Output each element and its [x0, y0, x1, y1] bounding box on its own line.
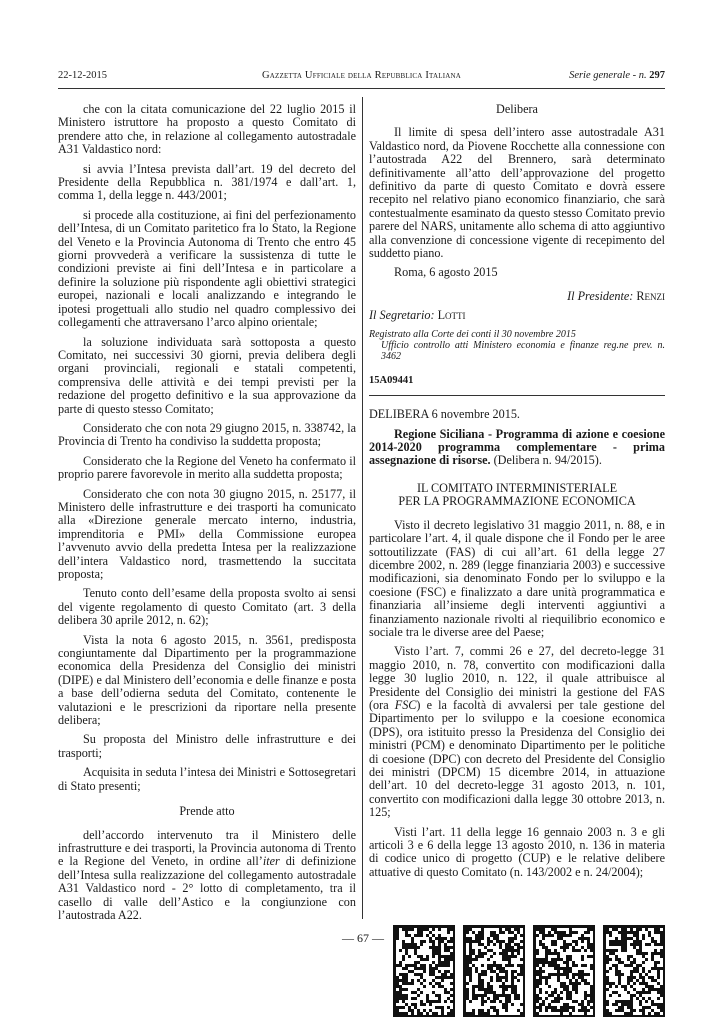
paragraph: si avvia l’Intesa prevista dall’art. 19 del decreto del Presidente della Repubblica n. 381/1974 e dall’art. 1, comma 1, della legge n. 443/2001; — [58, 161, 356, 203]
right-column — [369, 103, 665, 885]
paragraph: Considerato che con nota 30 giugno 2015, n. 25177, il Ministero delle infrastrutture e dei trasporti ha comunicato alla «Direzione generale mercato interno, industria, imprenditoria e PMI» della Commissione europea l’avvenuto avvio della predetta Intesa per la realizzazione dell’intera Valdastico nord, trasmettendo la succitata proposta; — [58, 486, 356, 581]
section-heading-prende-atto: Prende atto — [179, 804, 235, 819]
paragraph: dell’accordo intervenuto tra il Ministero delle infrastrutture e dei trasporti, la Provincia autonoma di Trento e la Regione del Veneto, in ordine all’iter di definizione dell’Intesa sulla realizzazione del collegamento autostradale A31 Valdastico nord - 2° lotto di completamento, tra il casello di valle dell’Astico e la congiunzione con l’autostrada A22. — [58, 827, 356, 922]
publication-title: Gazzetta Ufficiale della Repubblica Italiana — [262, 70, 461, 81]
paragraph: Visto l’art. 7, commi 26 e 27, del decreto-legge 31 maggio 2010, n. 78, convertito con modificazioni dalla legge 30 luglio 2010, n. 122, il quale attribuisce al Presidente del Consiglio dei ministri la gestione del FAS (ora FSC) e la facoltà di avvalersi per tale gestione del Dipartimento per lo sviluppo e la coesione economica (DPS), ora istituito presso la Presidenza del Consiglio dei ministri (PCM) e denominato Dipartimento per le politiche di coesione (DPC) con decreto del Presidente del Consiglio dei ministri (DPCM) 15 dicembre 2014, in attuazione dell’art. 10 del decreto-legge 31 agosto 2013, n. 101, convertito con modificazioni dalla legge 30 ottobre 2013, n. 125; — [369, 644, 666, 820]
paragraph: Tenuto conto dell’esame della proposta svolto ai sensi del vigente regolamento di questo Comitato (art. 3 della delibera 30 aprile 2012, n. 62); — [58, 586, 356, 628]
barcode-image — [603, 925, 665, 1017]
document-code: 15A09441 — [369, 374, 414, 386]
paragraph: Acquisita in seduta l’intesa dei Ministri e Sottosegretari di Stato presenti; — [58, 765, 356, 793]
paragraph: Considerato che con nota 29 giugno 2015, n. 338742, la Provincia di Trento ha condiviso la suddetta proposta; — [58, 420, 356, 449]
paragraph: Considerato che la Regione del Veneto ha confermato il proprio parere favorevole in merito alla suddetta proposta; — [58, 453, 356, 482]
page-header — [58, 70, 665, 86]
paragraph: si procede alla costituzione, ai fini del perfezionamento dell’Intesa, di un Comitato paritetico fra lo Stato, la Regione del Veneto e la Provincia Autonoma di Trento che entro 45 giorni provvederà a verificare la sussistenza di tutte le condizioni previste ai fini dell’Intesa e in particolare a definire la soluzione più rispondente agli obiettivi strategici europei, nazionali e locali analizzando e integrando le ipotesi progettuali allo studio nel quadro complessivo dei collegamenti che attraversano l’arco alpino orientale; — [58, 207, 356, 330]
registration-note: Registrato alla Corte dei conti il 30 novembre 2015 Ufficio controllo atti Ministero economia e finanze reg.ne prev. n. 3462 — [369, 328, 665, 362]
issue-date: 22-12-2015 — [58, 70, 107, 81]
header-rule — [58, 88, 665, 89]
place-date: Roma, 6 agosto 2015 — [394, 265, 498, 280]
secretary-signature: Il Segretario: Lotti — [369, 308, 466, 323]
barcode-strip — [393, 925, 665, 1017]
paragraph: Visti l’art. 11 della legge 16 gennaio 2003 n. 3 e gli articoli 3 e 6 della legge 13 agosto 2010, n. 136 in materia di codice unico di progetto (CUP) e le relative delibere attuative di questo Comitato (n. 143/2002 e n. 24/2004); — [369, 824, 665, 879]
series-number: 297 — [649, 70, 665, 81]
president-signature: Il Presidente: Renzi — [567, 288, 665, 303]
paragraph: la soluzione individuata sarà sottoposta a questo Comitato, nei successivi 30 giorni, previa delibera degli organi provinciali, regionali e statali competenti, comprensiva delle attività e dei tempi previsti per la redazione del progetto definitivo e la sua approvazione da parte di questo stesso Comitato; — [58, 334, 356, 416]
left-column — [58, 103, 356, 928]
paragraph: Il limite di spesa dell’intero asse autostradale A31 Valdastico nord, da Piovene Rocchette alla connessione con l’autostrada A22 del Brennero, sarà determinato definitivamente all’atto dell’approvazione del progetto definitivo da parte di questo Comitato e dovrà essere recepito nel relativo piano economico finanziario, che sarà contestualmente esaminato da questo stesso Comitato previo parere del NARS, unitamente allo schema di atto aggiuntivo alla convenzione di concessione vigente di recepimento del suddetto piano. — [369, 125, 665, 261]
delibera-subject: Regione Siciliana - Programma di azione e coesione 2014-2020 programma complementare - prima assegnazione di risorse. (Delibera n. 94/2015). — [369, 426, 665, 468]
page-number: — 67 — — [342, 931, 384, 945]
committee-heading: IL COMITATO INTERMINISTERIALE PER LA PROGRAMMAZIONE ECONOMICA — [398, 480, 636, 509]
paragraph: Visto il decreto legislativo 31 maggio 2011, n. 88, e in particolare l’art. 4, il quale dispone che il Fondo per le aree sottoutilizzate (FAS) di cui all’art. 61 della legge 27 dicembre 2002, n. 289 (legge finanziaria 2003) e successive modificazioni, sia denominato Fondo per lo sviluppo e la coesione (FSC) e finalizzato a dare unità programmatica e finanziaria all’insieme degli interventi aggiuntivi a finanziamento nazionale rivolti al riequilibrio economico e sociale tra le diverse aree del Paese; — [369, 517, 665, 639]
section-separator — [369, 395, 665, 396]
barcode-image — [393, 925, 455, 1017]
series-info: Serie generale - n. 297 — [569, 70, 665, 81]
barcode-image — [533, 925, 595, 1017]
paragraph: Vista la nota 6 agosto 2015, n. 3561, predisposta congiuntamente dal Dipartimento per la programmazione economica della Presidenza del Consiglio dei ministri (DIPE) e dal Ministero dell’economia e delle finanze e posta a base dell’odierna seduta del Comitato, contenente le valutazioni e le prescrizioni da riportare nella presente delibera; — [58, 632, 356, 728]
column-divider — [362, 97, 363, 919]
delibera-title: DELIBERA 6 novembre 2015. — [369, 407, 520, 422]
paragraph: che con la citata comunicazione del 22 luglio 2015 il Ministero istruttore ha proposto a questo Comitato di prendere atto che, in relazione al collegamento autostradale A31 Valdastico nord: — [58, 102, 356, 157]
paragraph: Su proposta del Ministro delle infrastrutture e dei trasporti; — [58, 732, 356, 760]
barcode-image — [463, 925, 525, 1017]
section-heading-delibera: Delibera — [496, 102, 538, 116]
